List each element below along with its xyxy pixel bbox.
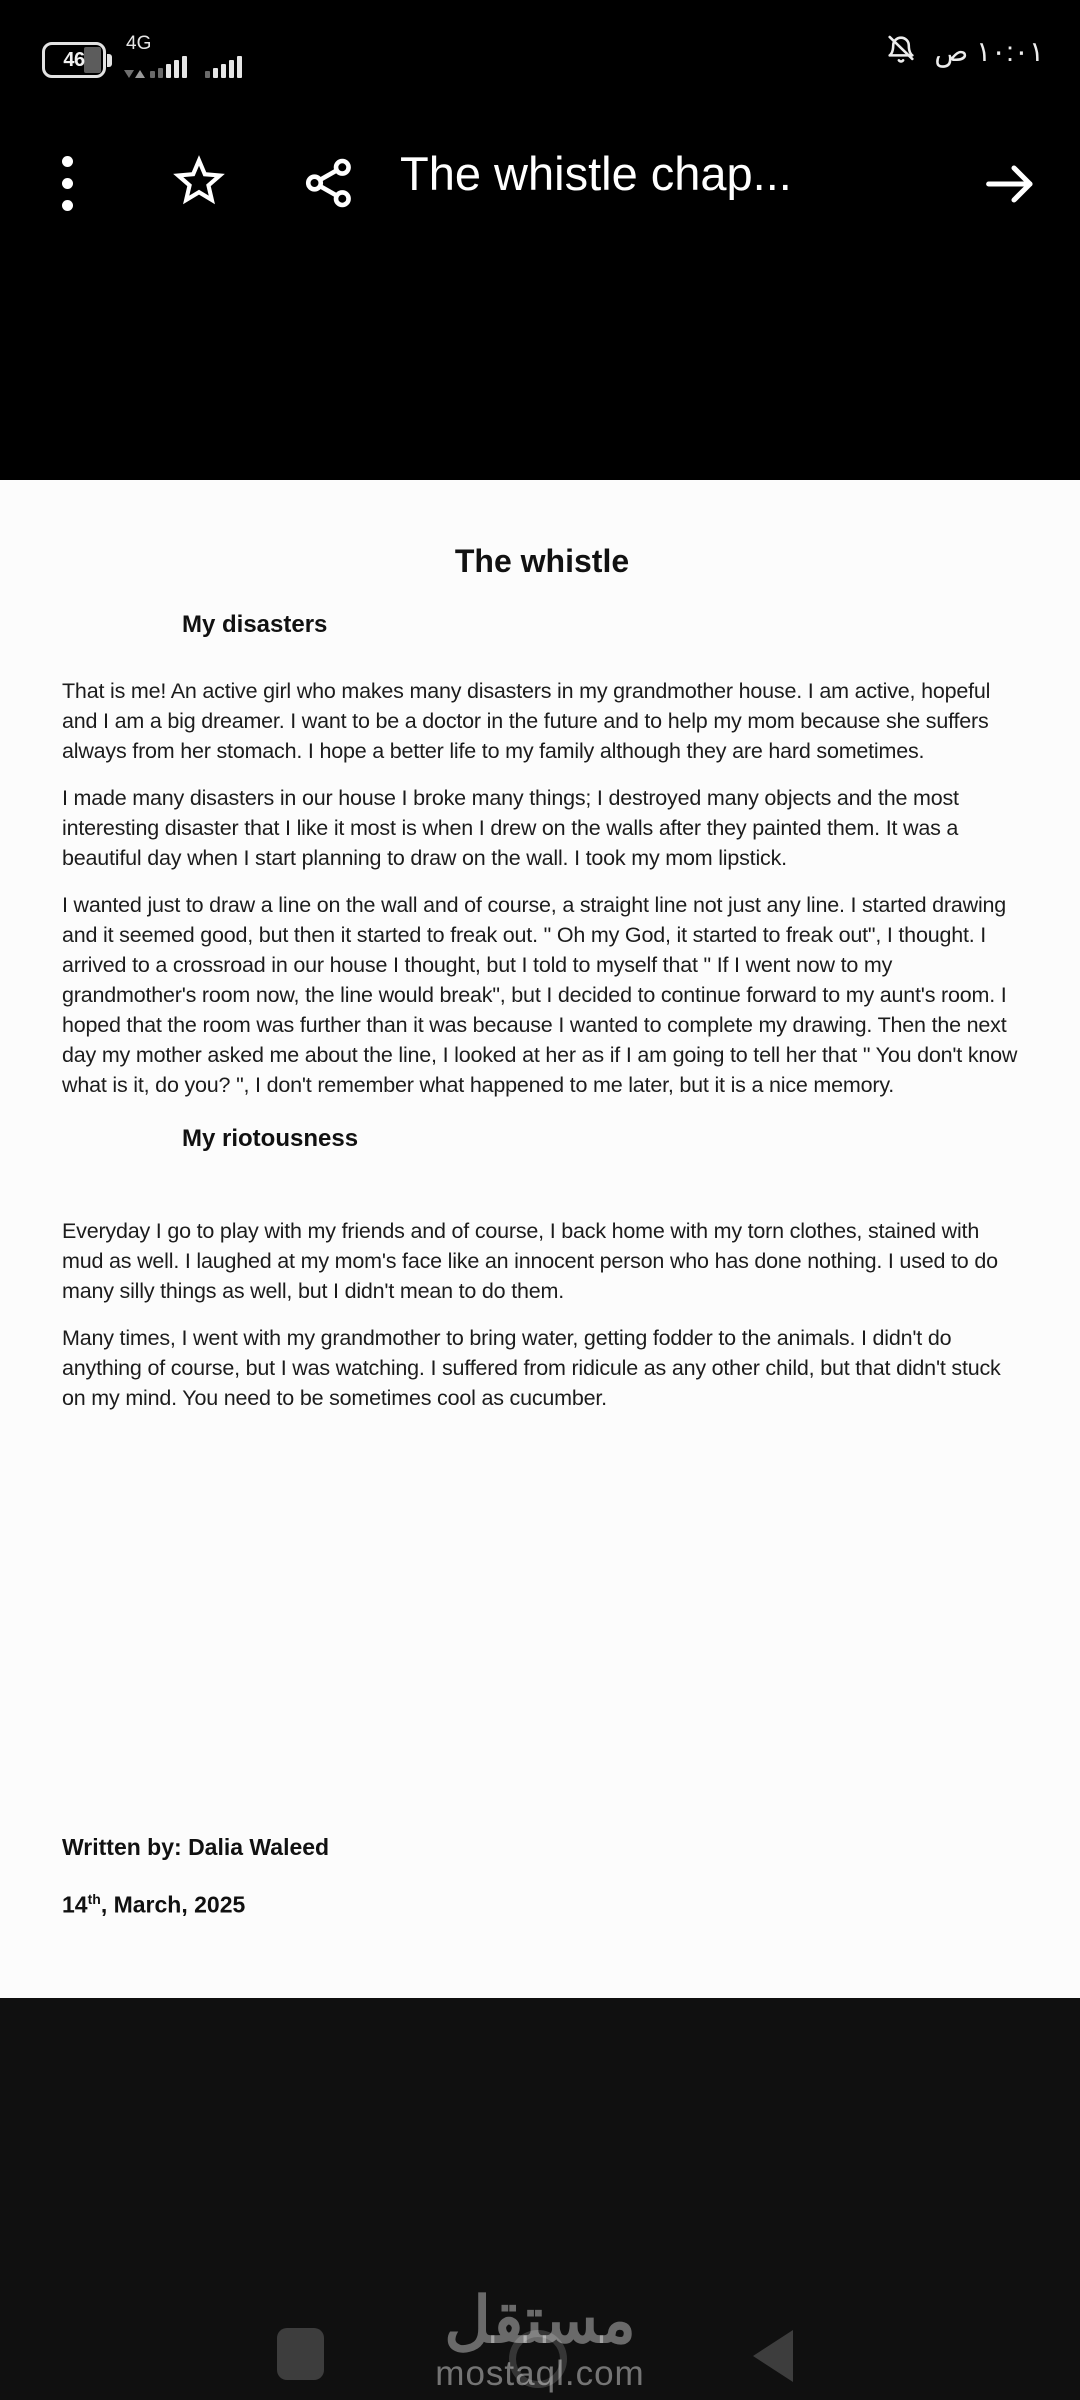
status-clock: ١٠:٠١ ص [934, 36, 1044, 67]
back-button[interactable] [753, 2330, 793, 2382]
document-paragraph: That is me! An active girl who makes many disasters in my grandmother house. I am active, hopeful and I am a big dreamer. I want to be a doctor in the future and to help my mom because she suffers always from her stomach. I hope a better life to my family although they are hard sometimes. [62, 679, 991, 763]
battery-nub [107, 54, 112, 67]
notifications-muted-icon [884, 32, 918, 71]
data-activity-icon [124, 70, 145, 78]
overflow-menu-button[interactable] [62, 156, 73, 211]
signal-bar [237, 56, 242, 78]
signal-sim2 [205, 34, 242, 78]
home-button[interactable] [509, 2330, 567, 2388]
battery-fill [84, 47, 101, 73]
document-paragraph: Many times, I went with my grandmother to bring water, getting fodder to the animals. I didn't do anything of course, but I was watching. I suffered from ridicule as any other child, but that didn't stuck on my mind. You need to be sometimes cool as cucumber. [62, 1326, 1001, 1410]
signal-bar [213, 68, 218, 78]
signal-bar [150, 71, 155, 78]
signal-bar [166, 64, 171, 78]
signal-bar [229, 60, 234, 78]
document-paragraph: I wanted just to draw a line on the wall and of course, a straight line not just any line. I started drawing and it seemed good, but then it started to freak out. " Oh my God, it started to freak out", I thought. I arrived to a crossroad in our house I thought, but I told to myself that " If I went now to my grandmother's room now, the line would break", but I decided to continue forward to my aunt's room. I hoped that the room was further than it was because I wanted to complete my drawing. Then the next day my mother asked me about the line, I looked at her as if I am going to tell her that " You don't know what is it, do you? ", I don't remember what happened to me later, but it is a nice memory. [62, 893, 1018, 1097]
status-bar-right [884, 32, 1044, 71]
signal-bar [182, 56, 187, 78]
document-heading-riotousness: My riotousness [182, 1125, 359, 1152]
star-icon[interactable] [168, 150, 230, 217]
byline: Written by: Dalia Waleed [62, 1834, 330, 1860]
battery-percent: 46 [63, 48, 85, 71]
share-icon[interactable] [300, 154, 358, 217]
watermark-arabic-logo: مستقل [444, 2284, 636, 2356]
signal-bar [174, 60, 179, 78]
app-title: The whistle chap... [400, 147, 792, 200]
battery-indicator [42, 42, 106, 78]
signal-sim1 [124, 34, 187, 78]
document-footer [62, 1832, 329, 1920]
network-type-label: 4G [126, 33, 152, 54]
status-bar-left [42, 34, 242, 78]
document-date: 14th, March, 2025 [62, 1891, 246, 1918]
watermark-domain: mostaql.com [435, 2354, 645, 2393]
arrow-forward-icon[interactable] [978, 152, 1042, 221]
signal-bar [158, 68, 163, 78]
document-page [0, 480, 1080, 1998]
signal-bar [221, 64, 226, 78]
document-heading-disasters: My disasters [182, 611, 328, 638]
recents-button[interactable] [277, 2328, 324, 2380]
document-paragraph: I made many disasters in our house I broke many things; I destroyed many objects and the most interesting disaster that I like it most is when I drew on the walls after they painted them. It was a beautiful day when I start planning to draw on the wall. I took my mom lipstick. [62, 786, 959, 870]
signal-bar [205, 71, 210, 78]
document-paragraph: Everyday I go to play with my friends and of course, I back home with my torn clothes, stained with mud as well. I laughed at my mom's face like an innocent person who has done nothing. I used to do many silly things as well, but I didn't mean to do them. [62, 1219, 998, 1303]
document-title: The whistle [454, 543, 630, 579]
